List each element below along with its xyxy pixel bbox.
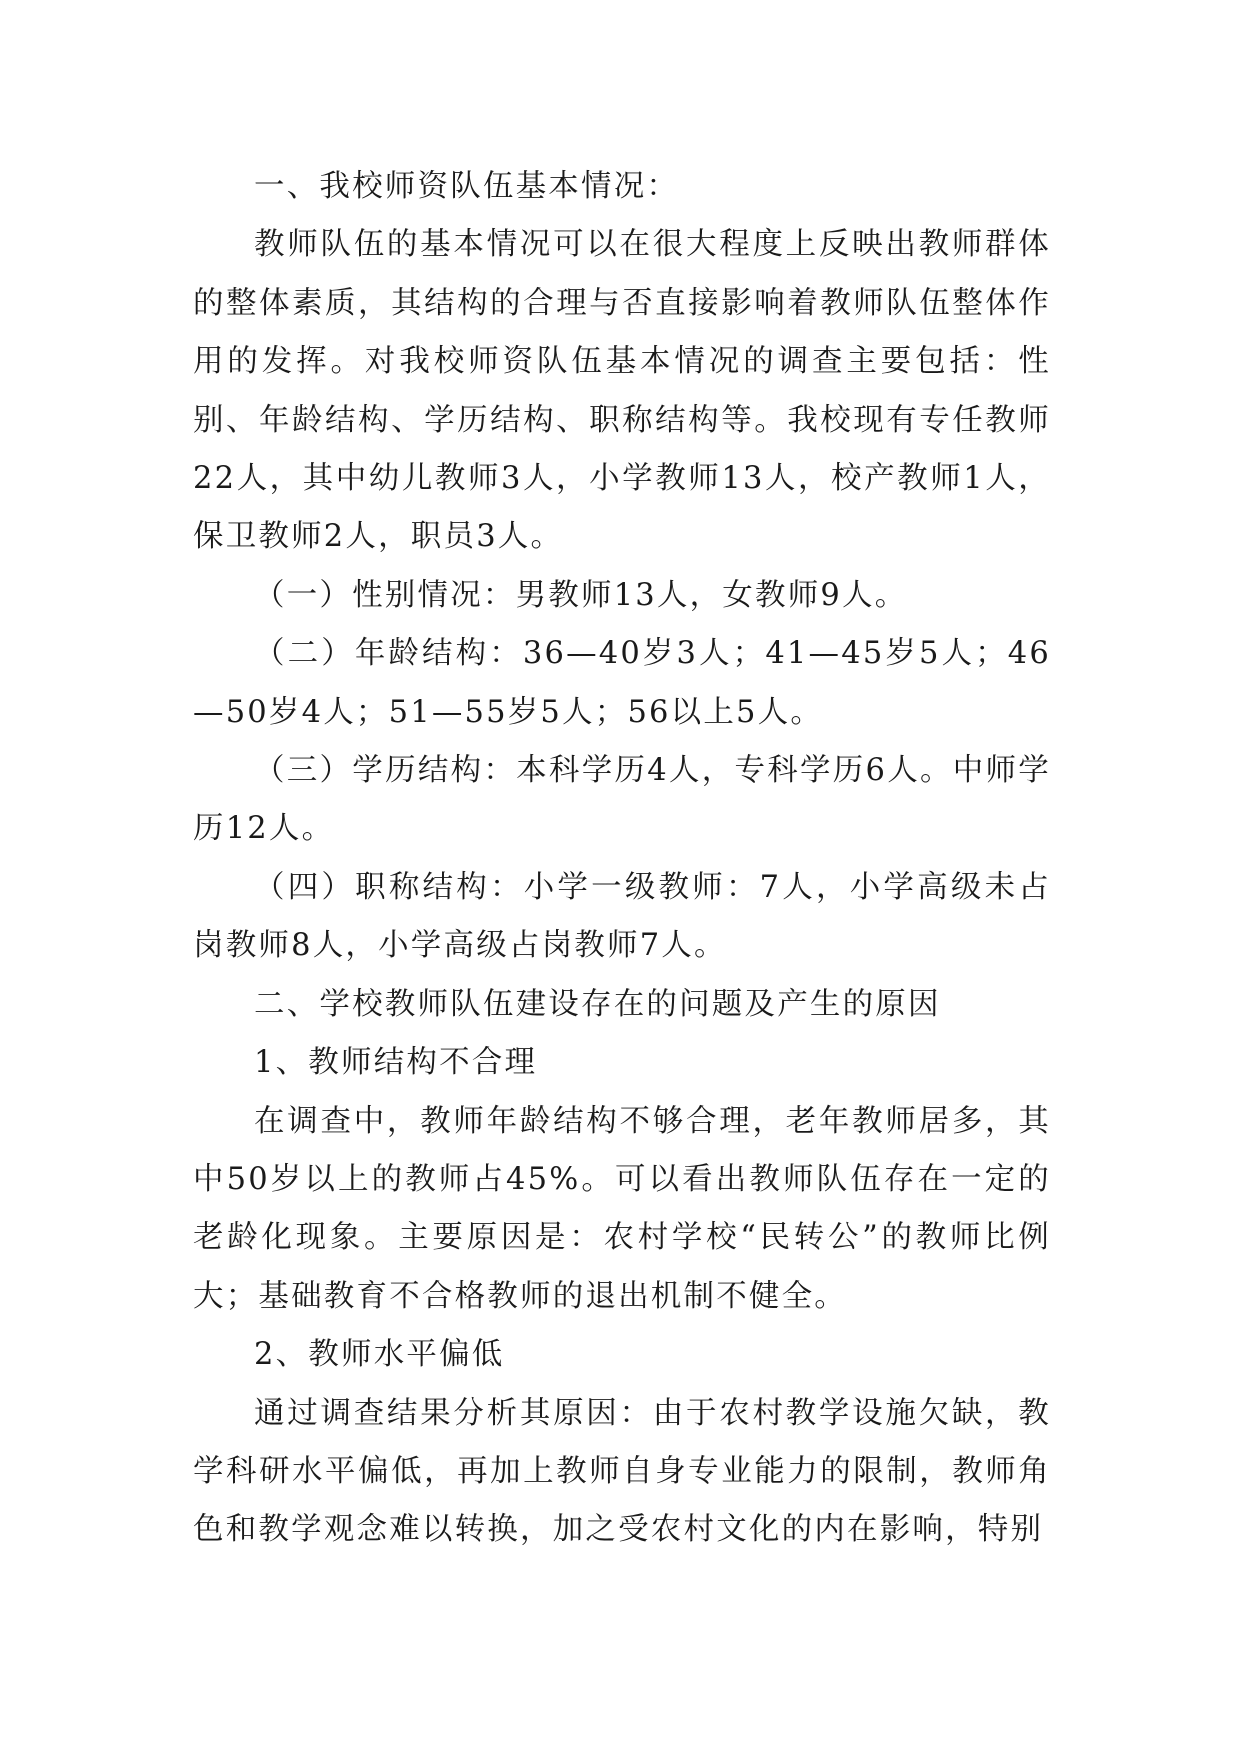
paragraph-title-structure: （四）职称结构：小学一级教师：7人，小学高级未占岗教师8人，小学高级占岗教师7人。 <box>193 869 1051 964</box>
paragraph-education-structure: （三）学历结构：本科学历4人，专科学历6人。中师学历12人。 <box>193 753 1051 847</box>
subheading-low-level: 2、教师水平偏低 <box>254 1337 505 1373</box>
document-body <box>193 158 1051 1560</box>
paragraph-gender: （一）性别情况：男教师13人，女教师9人。 <box>254 577 908 613</box>
section-heading-problems: 二、学校教师队伍建设存在的问题及产生的原因 <box>254 986 941 1022</box>
section-heading-basic-situation: 一、我校师资队伍基本情况： <box>254 169 680 204</box>
paragraph-causes: 通过调查结果分析其原因：由于农村教学设施欠缺，教学科研水平偏低，再加上教师自身专业能力的限制，教师角色和教学观念难以转换，加之受农村文化的内在影响，特别 <box>193 1395 1051 1548</box>
paragraph-overview: 教师队伍的基本情况可以在很大程度上反映出教师群体的整体素质，其结构的合理与否直接影响着教师队伍整体作用的发挥。对我校师资队伍基本情况的调查主要包括：性别、年龄结构、学历结构、职称结构等。我校现有专任教师22人，其中幼儿教师3人，小学教师13人，校产教师1人，保卫教师2人，职员3人。 <box>193 227 1051 555</box>
subheading-structure-unreasonable: 1、教师结构不合理 <box>254 1045 538 1081</box>
paragraph-aging: 在调查中，教师年龄结构不够合理，老年教师居多，其中50岁以上的教师占45%。可以看出教师队伍存在一定的老龄化现象。主要原因是：农村学校“民转公”的教师比例大；基础教育不合格教师的退出机制不健全。 <box>193 1103 1051 1314</box>
paragraph-age-structure: （二）年龄结构：36—40岁3人；41—45岁5人；46—50岁4人；51—55岁5人；56以上5人。 <box>193 636 1051 730</box>
